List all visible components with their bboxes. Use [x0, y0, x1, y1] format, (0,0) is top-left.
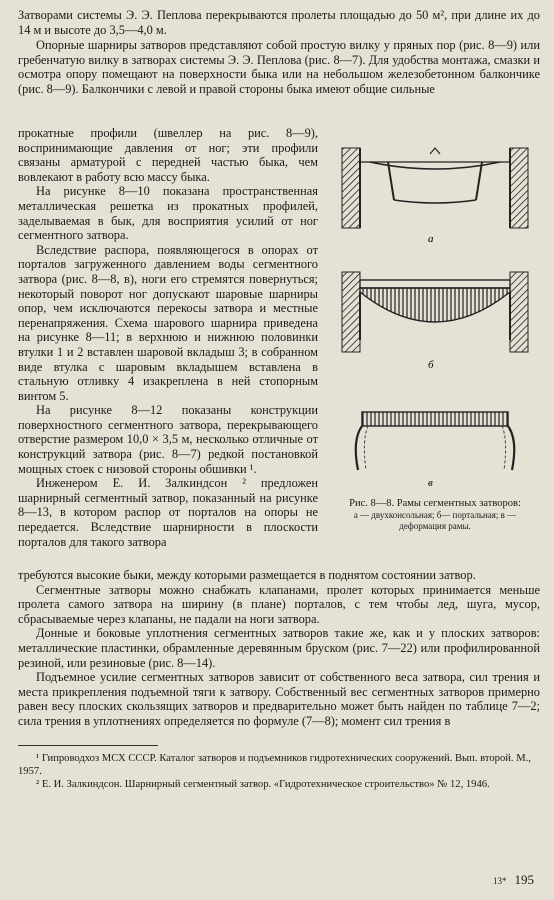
page-footer [487, 872, 534, 888]
paragraph-fig-8-10: На рисунке 8—10 показана пространственная металлическая решетка из прокатных профилей, заделываемая в бык, для восприятия усилий от ног сегментного затвора. [18, 184, 318, 243]
caption-title: Рис. 8—8. Рамы сегментных затворов: [349, 498, 521, 509]
frame-a-diagram [342, 148, 528, 228]
footnote-2: ² Е. И. Залкиндсон. Шарнирный сегментный затвор. «Гидротехническое строительство» № 12, 1946. [36, 779, 490, 790]
paragraph-intro [18, 8, 540, 37]
figure-8-8 [330, 140, 540, 560]
paragraph-thrust: Вследствие распора, появляющегося в опорах от порталов загруженного давлением воды сегментного затвора (рис. 8—8, в), ноги его стремятся повернуться; некоторый поворот ног допускают шаровые шарниры опор, чем исключаются перекосы затвора и местные перенапряжения. Схема шарового шарнира приведена на рисунке 8—11; в верхнюю и нижнюю половинки втулки 1 и 2 вставлен шаровой вкладыш 3; в собранном виде втулка с шаровым вкладышем вставлена в стальную отливку 4 изакреплена в ней стопорным винтом 5. [18, 242, 318, 403]
paragraph-lifting-force: Подъемное усилие сегментных затворов зависит от собственного веса затвора, сил трения и места прикрепления подъемной тяги к затвору. Собственный вес сегментных затворов примерно равен весу плоских скользящих затворов и предварительно может быть найден по таблице 7—2; сила трения в уплотнениях определяется по формуле (7—8); момент сил трения в [18, 670, 540, 728]
paragraph-seals: Донные и боковые уплотнения сегментных затворов такие же, как и у плоских затворов: металлические пластинки, обрамленные деревянным бруском (рис. 7—22) или профилированной резиной, или резиновые (рис. 8—14). [18, 626, 540, 670]
left-column [18, 126, 318, 549]
footnote-1: ¹ Гипроводхоз МСХ СССР. Каталог затворов и подъемников гидротехнических сооружений. Вып. второй. М., 1957. [18, 753, 531, 777]
footnote-rule [18, 745, 158, 746]
paragraph-fig-8-12: На рисунке 8—12 показаны конструкции поверхностного сегментного затвора, перекрывающего отверстие размером 10,0 × 3,5 м, несколько отличные от конструкций затвора (рис. 8—7) редкой постановкой мощных стоек с низовой стороны обшивки ¹. [18, 403, 318, 476]
paragraph-profiles: прокатные профили (швеллер на рис. 8—9), воспринимающие давления от ног; эти профили связаны арматурой с передней частью быка, чем вовлекают в работу всю массу быка. [18, 126, 318, 184]
label-a: а [428, 233, 434, 245]
footnotes [18, 752, 540, 791]
figure-caption [330, 498, 540, 531]
paragraph-flaps: Сегментные затворы можно снабжать клапанами, пролет которых принимается меньше пролета самого затвора на ширину (в плане) порталов, с тем чтобы лед, шуга, мусор, сбрасываемые через клапаны, не падали на ноги затвора. [18, 582, 540, 626]
gate-frames-drawing [330, 140, 540, 490]
sheet-mark: 13* [493, 876, 507, 886]
paragraph-supports [18, 38, 540, 96]
frame-b-diagram [342, 272, 528, 352]
text-line: Затворами системы Э. Э. Пеплова перекрываются пролеты площадью до 50 м², при длине их до 14 м и высоте до 3,5—4,0 м. [18, 8, 540, 37]
label-v: в [428, 477, 433, 489]
paragraph-zalkindson: Инженером Е. И. Залкиндсон ² предложен шарнирный сегментный затвор, показанный на рисунке 8—13, в котором распор от порталов на опоры не передается. Вследствие шарнирности в плоскости порталов для такого затвора [18, 476, 318, 549]
frame-v-diagram [356, 412, 515, 470]
caption-legend: а — двухконсольная; б— портальная; в — деформация рамы. [353, 510, 517, 531]
label-b: б [428, 359, 434, 371]
lower-text [18, 568, 540, 729]
paragraph-high-piers: требуются высокие быки, между которыми размещается в поднятом состоянии затвор. [18, 568, 476, 582]
page-number: 195 [514, 872, 534, 887]
text-line: Опорные шарниры затворов представляют собой простую вилку у пряных пор (рис. 8—9) или гребенчатую вилку в затворах системы Э. Э. Пеплова (рис. 8—7). Для удобства монтажа, смазки и осмотра опору помещают на поверхности быка или на небольшом железобетонном балкончике (рис. 8—9). Балкончики с левой и правой стороны быка имеют общие сильные [18, 38, 540, 96]
